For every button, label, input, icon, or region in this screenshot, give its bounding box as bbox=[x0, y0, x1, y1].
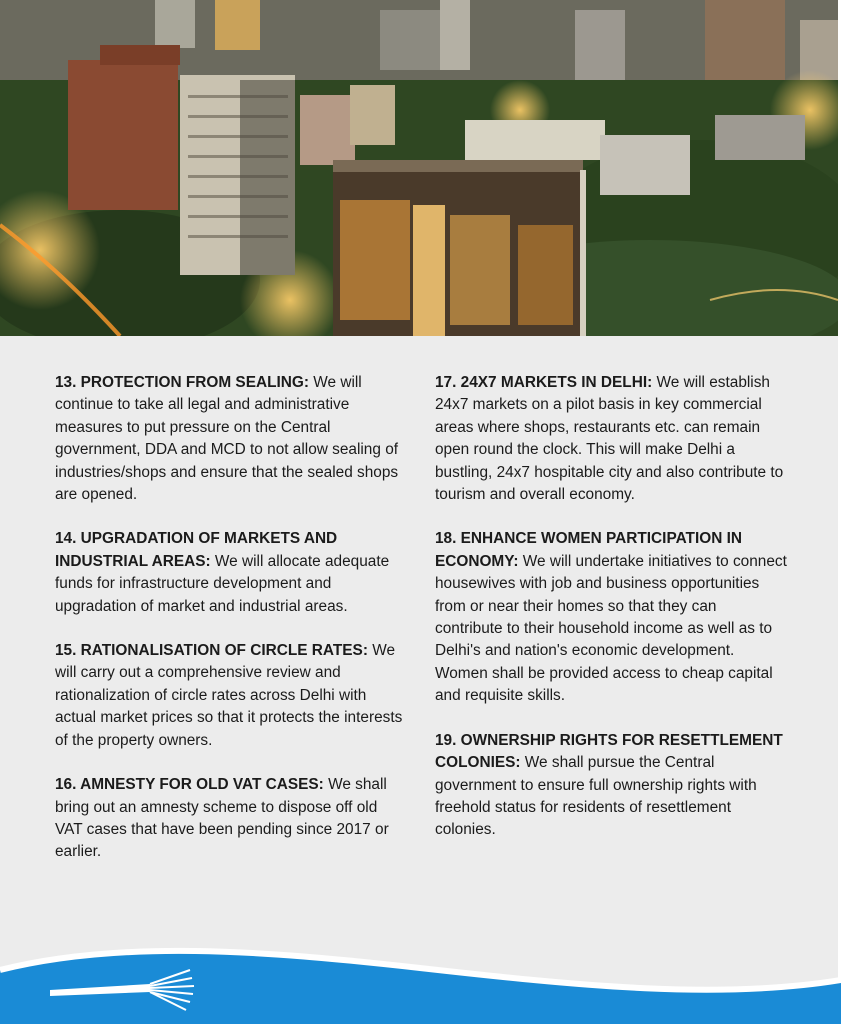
policy-heading: 13. PROTECTION FROM SEALING: bbox=[55, 374, 309, 391]
policy-item-14 bbox=[55, 528, 407, 618]
policy-body: We will carry out a comprehensive review and rationalization of circle rates across Delhi with actual market prices so that it protects the interests of the property owners. bbox=[55, 642, 403, 749]
policy-item-15 bbox=[55, 640, 407, 752]
policy-heading: 17. 24X7 MARKETS IN DELHI: bbox=[435, 374, 653, 391]
policy-item-18 bbox=[435, 528, 787, 707]
hero-city-photo bbox=[0, 0, 838, 336]
policy-item-19 bbox=[435, 730, 787, 842]
policy-item-17 bbox=[435, 372, 787, 506]
policy-heading: 15. RATIONALISATION OF CIRCLE RATES: bbox=[55, 642, 368, 660]
policy-body: We shall bring out an amnesty scheme to dispose off old VAT cases that have been pending since 2017 or earlier. bbox=[55, 776, 389, 861]
policy-heading: 18. ENHANCE WOMEN PARTICIPATION IN ECONOMY: bbox=[435, 530, 742, 570]
policy-body: We will undertake initiatives to connect housewives with job and business opportunities from or near their homes so that they can contribute to their household income as well as to Delhi's and nation's economic development. Women shall be provided access to cheap capital and requisite skills. bbox=[435, 552, 787, 705]
right-column bbox=[435, 372, 787, 864]
footer-wave bbox=[0, 940, 841, 1024]
policy-item-16 bbox=[55, 774, 407, 864]
left-column bbox=[55, 372, 407, 886]
city-photo bbox=[0, 0, 838, 336]
policy-heading: 19. OWNERSHIP RIGHTS FOR RESETTLEMENT COLONIES: bbox=[435, 731, 783, 772]
policy-body: We will allocate adequate funds for infrastructure development and upgradation of market and industrial areas. bbox=[55, 552, 390, 615]
policy-item-13 bbox=[55, 372, 407, 506]
policy-heading: 16. AMNESTY FOR OLD VAT CASES: bbox=[55, 776, 324, 794]
wave-shape bbox=[0, 940, 841, 1024]
policy-body: We will establish 24x7 markets on a pilot basis in key commercial areas where shops, restaurants etc. can remain open round the clock. This will make Delhi a bustling, 24x7 hospitable city and also contribute to tourism and overall economy. bbox=[435, 374, 784, 504]
policy-body: We will continue to take all legal and administrative measures to put pressure on the Central government, DDA and MCD to not allow sealing of industries/shops and ensure that the sealed shops are opened. bbox=[55, 374, 399, 504]
policy-body: We shall pursue the Central government to ensure full ownership rights with freehold status for residents of resettlement colonies. bbox=[435, 754, 757, 839]
policy-heading: 14. UPGRADATION OF MARKETS AND INDUSTRIAL AREAS: bbox=[55, 530, 338, 570]
